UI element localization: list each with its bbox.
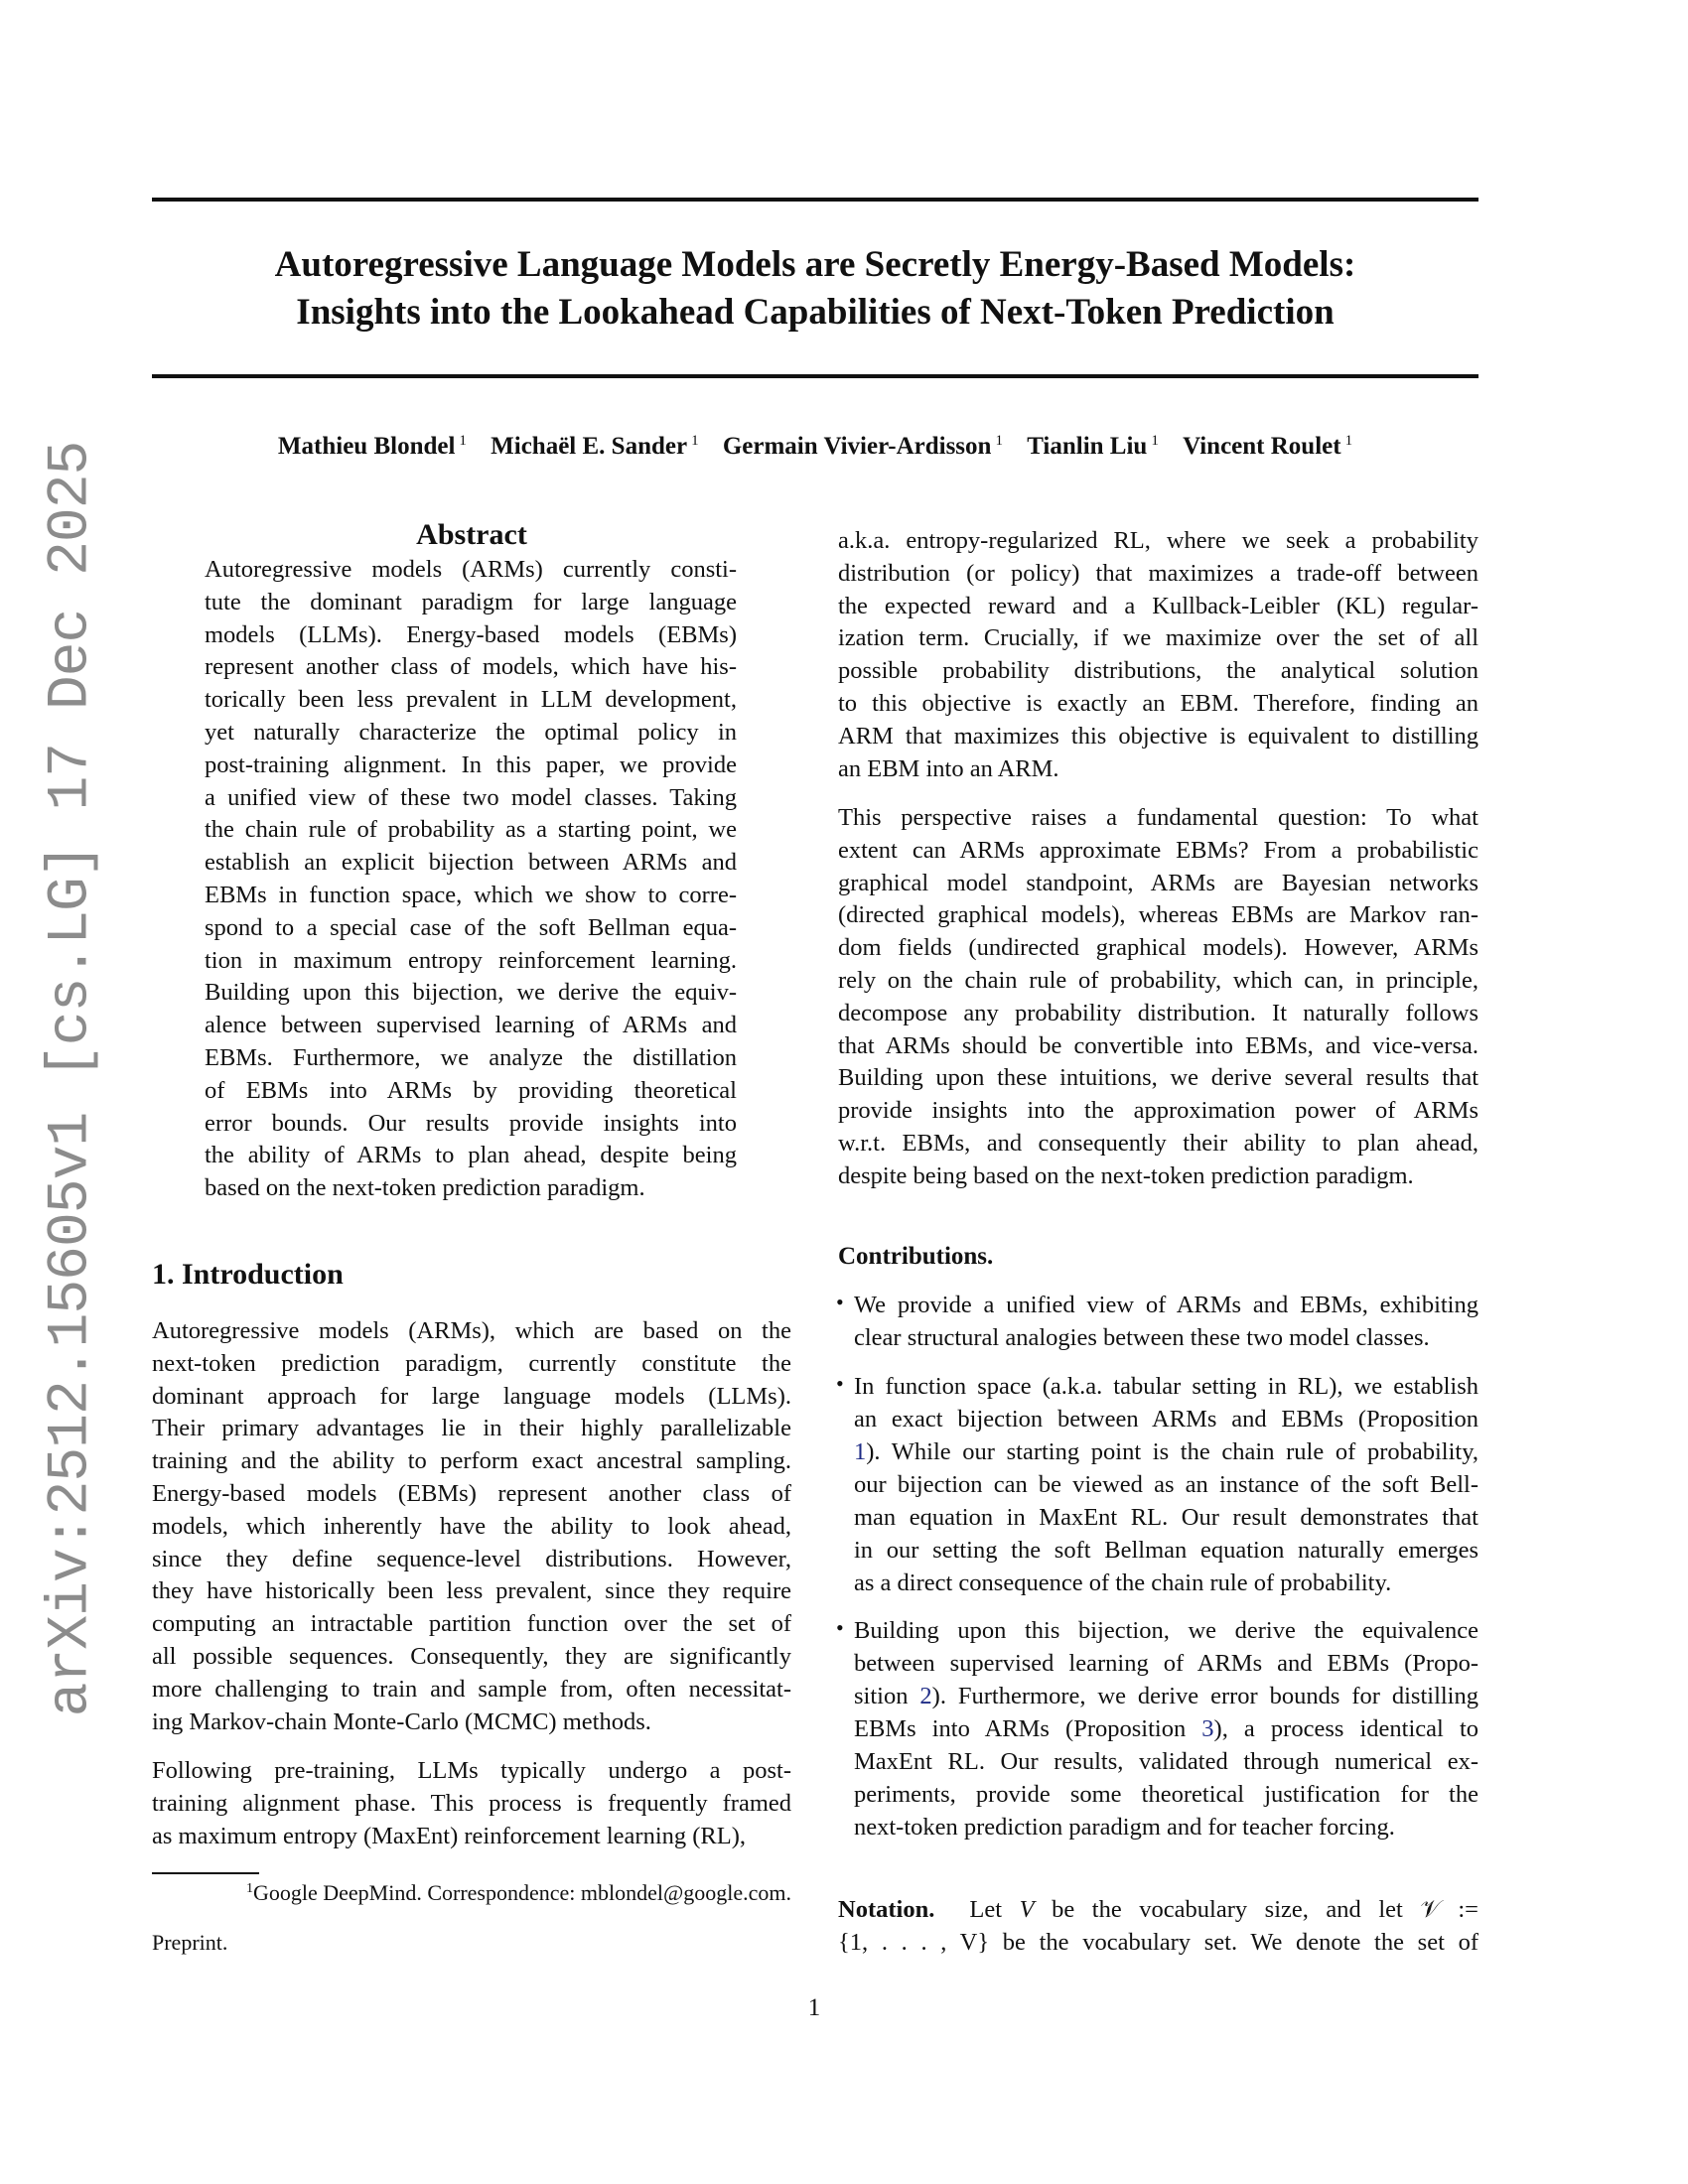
right-p2-line: graphical model standpoint, ARMs are Bayesian networks [838, 869, 1478, 896]
title-bottom-rule [152, 374, 1478, 378]
contribution-1-line: clear structural analogies between these two model classes. [854, 1324, 1430, 1351]
contribution-3-line: between supervised learning of ARMs and EBMs (Propo- [854, 1650, 1478, 1677]
abstract-line: torically been less prevalent in LLM development, [205, 686, 737, 714]
footnote-affiliation: $^1$Google DeepMind. Correspondence: mblondel@google.com. [245, 1880, 791, 1905]
preprint-label: Preprint. [152, 1930, 228, 1955]
right-p2-line: (directed graphical models), whereas EBMs are Markov ran- [838, 901, 1478, 929]
abstract-line: alence between supervised learning of ARMs and [205, 1012, 737, 1039]
abstract-line: models (LLMs). Energy-based models (EBMs) [205, 620, 737, 648]
contribution-2-line: In function space (a.k.a. tabular setting in RL), we establish [854, 1373, 1478, 1400]
abstract-line: post-training alignment. In this paper, we provide [205, 751, 737, 778]
contributions-heading: Contributions. [838, 1243, 994, 1270]
introduction-p1-line: Energy-based models (EBMs) represent another class of [152, 1480, 791, 1507]
contribution-3-line: sition 2). Furthermore, we derive error bounds for distilling [854, 1683, 1478, 1709]
notation-line-1: Notation. Let V be the vocabulary size, and let 𝒱 := [838, 1896, 1478, 1923]
notation-line-2: {1, . . . , V} be the vocabulary set. We denote the set of [838, 1929, 1478, 1956]
contribution-3-line: Building upon this bijection, we derive the equivalence [854, 1617, 1478, 1644]
contribution-2-line: 1). While our starting point is the chain rule of probability, [854, 1438, 1478, 1465]
right-p1-line: a.k.a. entropy-regularized RL, where we seek a probability [838, 527, 1478, 554]
contribution-2-line: an exact bijection between ARMs and EBMs (Proposition [854, 1406, 1478, 1433]
author-list [152, 433, 1478, 461]
right-p2-line: decompose any probability distribution. It naturally follows [838, 999, 1478, 1026]
introduction-p1-line: all possible sequences. Consequently, they are significantly [152, 1643, 791, 1670]
introduction-p1-line: more challenging to train and sample from, often necessitat- [152, 1675, 791, 1703]
right-p2-line: extent can ARMs approximate EBMs? From a probabilistic [838, 836, 1478, 864]
contribution-2-line: our bijection can be viewed as an instance of the soft Bell- [854, 1471, 1478, 1498]
introduction-p2-line: as maximum entropy (MaxEnt) reinforcement learning (RL), [152, 1822, 747, 1849]
abstract-line: establish an explicit bijection between ARMs and [205, 849, 737, 877]
introduction-p1-line: training and the ability to perform exact ancestral sampling. [152, 1447, 791, 1475]
contribution-2-line: man equation in MaxEnt RL. Our result demonstrates that [854, 1504, 1478, 1531]
abstract-heading: Abstract [416, 518, 527, 551]
abstract-line: based on the next-token prediction paradigm. [205, 1174, 645, 1202]
author: Germain Vivier-Ardisson $^1$ [722, 433, 1003, 460]
abstract-line: spond to a special case of the soft Bellman equa- [205, 913, 737, 941]
proposition-1-link[interactable]: 1 [854, 1438, 867, 1465]
introduction-p1-line: next-token prediction paradigm, currently constitute the [152, 1349, 791, 1377]
introduction-p1-line: dominant approach for large language models (LLMs). [152, 1382, 791, 1410]
abstract-line: of EBMs into ARMs by providing theoretical [205, 1076, 737, 1104]
abstract-line: EBMs. Furthermore, we analyze the distillation [205, 1044, 737, 1071]
abstract-line: Autoregressive models (ARMs) currently consti- [205, 556, 737, 583]
right-p1-line: possible probability distributions, the analytical solution [838, 657, 1478, 685]
contribution-3-line: periments, provide some theoretical justification for the [854, 1781, 1478, 1808]
introduction-heading: 1. Introduction [152, 1258, 344, 1291]
contribution-3-line: MaxEnt RL. Our results, validated through numerical ex- [854, 1748, 1478, 1775]
contribution-2-line: as a direct consequence of the chain rule of probability. [854, 1570, 1392, 1596]
introduction-p1-line: computing an intractable partition function over the set of [152, 1610, 791, 1638]
author: Tianlin Liu $^1$ [1027, 433, 1159, 460]
introduction-p1-line: models, which inherently have the ability to look ahead, [152, 1512, 791, 1540]
right-p2-line: despite being based on the next-token prediction paradigm. [838, 1161, 1414, 1189]
abstract-line: a unified view of these two model classes. Taking [205, 783, 737, 811]
page-number: 1 [807, 1994, 821, 2021]
contribution-2-line: in our setting the soft Bellman equation naturally emerges [854, 1537, 1478, 1564]
arxiv-identifier-stamp: arXiv:2512.15605v1 [cs.LG] 17 Dec 2025 [39, 441, 104, 1717]
right-p2-line: w.r.t. EBMs, and consequently their ability to plan ahead, [838, 1130, 1478, 1157]
introduction-p1-line: they have historically been less prevalent, since they require [152, 1577, 791, 1605]
right-p1-line: an EBM into an ARM. [838, 754, 1059, 782]
abstract-line: tion in maximum entropy reinforcement learning. [205, 946, 737, 974]
right-p1-line: distribution (or policy) that maximizes a trade-off between [838, 559, 1478, 587]
contribution-3-line: next-token prediction paradigm and for teacher forcing. [854, 1814, 1395, 1841]
contribution-1-line: We provide a unified view of ARMs and EBMs, exhibiting [854, 1292, 1478, 1318]
right-p2-line: Building upon these intuitions, we derive several results that [838, 1064, 1478, 1092]
introduction-p1-line: ing Markov-chain Monte-Carlo (MCMC) methods. [152, 1707, 651, 1735]
introduction-p2-line: Following pre-training, LLMs typically undergo a post- [152, 1757, 791, 1784]
right-p2-line: dom fields (undirected graphical models). However, ARMs [838, 934, 1478, 962]
right-p1-line: ARM that maximizes this objective is equivalent to distilling [838, 722, 1478, 750]
abstract-line: tute the dominant paradigm for large language [205, 588, 737, 615]
abstract-line: EBMs in function space, which we show to corre- [205, 882, 737, 908]
paper-title-line-1: Autoregressive Language Models are Secretly Energy-Based Models: [274, 244, 1356, 285]
abstract-line: the chain rule of probability as a starting point, we [205, 816, 737, 844]
right-p1-line: ization term. Crucially, if we maximize over the set of all [838, 624, 1478, 652]
author: Michaël E. Sander $^1$ [491, 433, 699, 460]
abstract-line: represent another class of models, which have his- [205, 653, 737, 681]
abstract-line: the ability of ARMs to plan ahead, despite being [205, 1142, 737, 1169]
bullet-marker: • [836, 1615, 844, 1640]
right-p2-line: that ARMs should be convertible into EBMs, and vice-versa. [838, 1031, 1478, 1059]
introduction-p2-line: training alignment phase. This process is frequently framed [152, 1789, 791, 1817]
introduction-p1-line: Autoregressive models (ARMs), which are based on the [152, 1317, 791, 1344]
bullet-marker: • [836, 1371, 844, 1396]
right-p1-line: to this objective is exactly an EBM. Therefore, finding an [838, 690, 1478, 717]
proposition-3-link[interactable]: 3 [1201, 1715, 1214, 1742]
abstract-line: error bounds. Our results provide insights into [205, 1109, 737, 1137]
right-p2-line: This perspective raises a fundamental question: To what [838, 804, 1478, 831]
right-p2-line: rely on the chain rule of probability, which can, in principle, [838, 967, 1478, 994]
abstract-line: yet naturally characterize the optimal policy in [205, 719, 737, 746]
notation-label: Notation. [838, 1896, 935, 1923]
author: Vincent Roulet $^1$ [1183, 433, 1353, 460]
right-p1-line: the expected reward and a Kullback-Leibler (KL) regular- [838, 592, 1478, 619]
bullet-marker: • [836, 1290, 844, 1314]
introduction-p1-line: since they define sequence-level distributions. However, [152, 1545, 791, 1572]
title-top-rule [152, 198, 1478, 202]
author: Mathieu Blondel $^1$ [277, 433, 467, 460]
introduction-p1-line: Their primary advantages lie in their highly parallelizable [152, 1415, 791, 1442]
abstract-line: Building upon this bijection, we derive the equiv- [205, 979, 737, 1007]
paper-title-line-2: Insights into the Lookahead Capabilities of Next-Token Prediction [296, 292, 1335, 333]
proposition-2-link[interactable]: 2 [919, 1683, 932, 1709]
contribution-3-line: EBMs into ARMs (Proposition 3), a process identical to [854, 1715, 1478, 1742]
right-p2-line: provide insights into the approximation power of ARMs [838, 1097, 1478, 1125]
